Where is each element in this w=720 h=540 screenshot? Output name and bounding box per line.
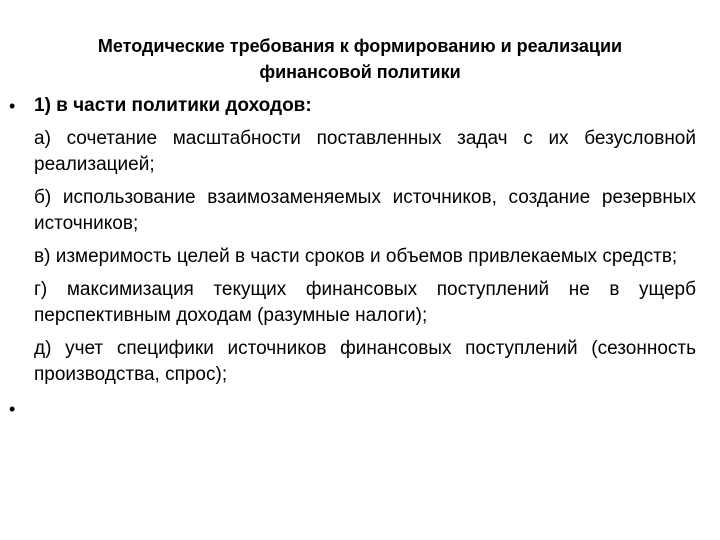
slide-title [60,33,660,85]
empty-bullet-item [0,395,720,423]
requirement-item-d: г) максимизация текущих финансовых поступлений не в ущерб перспективным доходам (разумные налоги); [34,279,696,326]
section-heading: 1) в части политики доходов: [34,95,312,116]
empty-bullet-marker: • [9,399,16,419]
bullet-list-item [0,92,720,388]
requirement-item-e: д) учет специфики источников финансовых поступлений (сезонность производства, спрос); [34,338,696,385]
slide-content [0,92,720,423]
bullet-marker: • [9,96,16,116]
requirement-item-c: в) измеримость целей в части сроков и объемов привлекаемых средств; [34,246,678,267]
requirement-item-a: а) сочетание масштабности поставленных задач с их безусловной реализацией; [34,128,696,175]
slide-title-line-1: Методические требования к формированию и реализации [97,36,623,56]
requirement-item-b: б) использование взаимозаменяемых источников, создание резервных источников; [34,187,696,234]
slide-title-line-2: финансовой политики [259,62,461,82]
